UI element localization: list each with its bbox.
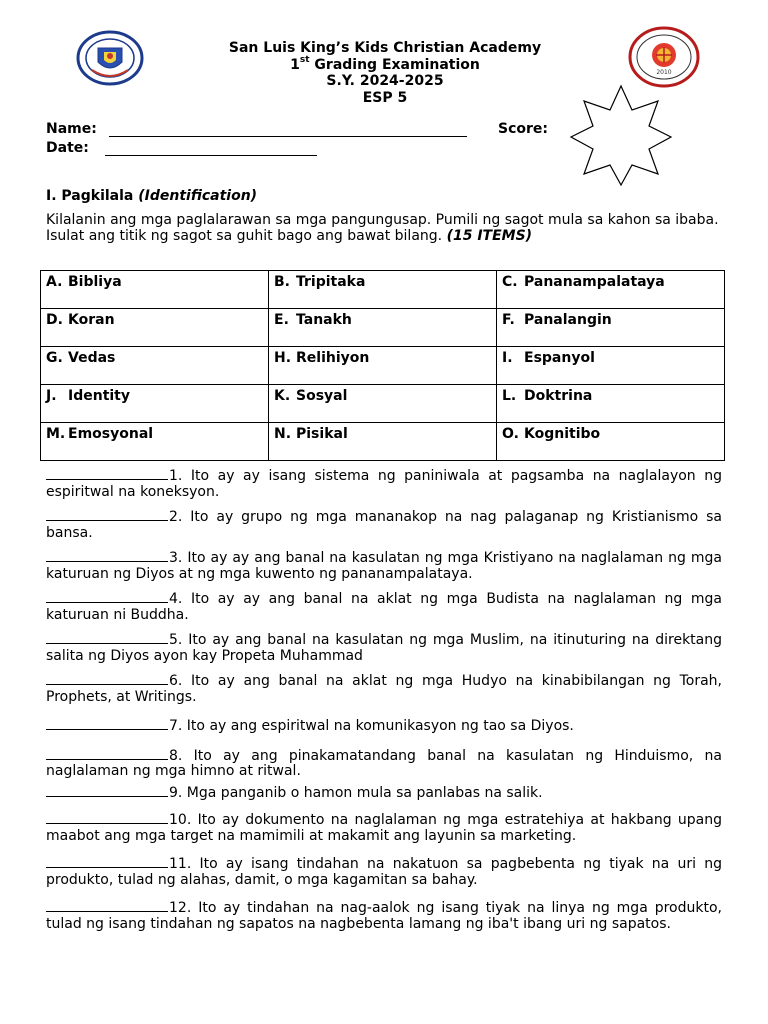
question-item: 10. Ito ay dokumento na naglalaman ng mga estratehiya at hakbang upang maabot ang mga target na mamimili at makamit ang layunin sa marketing. [46, 812, 722, 844]
choice-cell: A. Bibliya [41, 271, 269, 309]
exam-header [150, 40, 620, 106]
answer-blank[interactable] [46, 548, 168, 562]
choices-row [41, 271, 725, 309]
answer-blank[interactable] [46, 507, 168, 521]
exam-title: 1st Grading Examination [290, 54, 480, 73]
answer-blank[interactable] [46, 589, 168, 603]
choice-cell: C. Pananampalataya [497, 271, 725, 309]
choice-cell: E. Tanakh [269, 309, 497, 347]
choice-cell: D. Koran [41, 309, 269, 347]
question-item: 11. Ito ay isang tindahan na nakatuon sa pagbebenta ng tiyak na uri ng produkto, tulad ng alahas, damit, o mga kagamitan sa bahay. [46, 856, 722, 888]
question-item: 1. Ito ay ay isang sistema ng paniniwala at pagsamba na naglalayon ng espiritwal na koneksyon. [46, 468, 722, 500]
answer-blank[interactable] [46, 630, 168, 644]
choice-cell: N. Pisikal [269, 423, 497, 461]
choice-cell: B. Tripitaka [269, 271, 497, 309]
question-list [46, 466, 722, 932]
choices-row [41, 423, 725, 461]
question-item: 8. Ito ay ang pinakamatandang banal na kasulatan ng Hinduismo, na naglalaman ng mga himno at ritwal. [46, 747, 722, 779]
school-year: S.Y. 2024-2025 [326, 73, 444, 89]
question-item: 5. Ito ay ang banal na kasulatan ng mga Muslim, na itinuturing na direktang salita ng Diyos ayon kay Propeta Muhammad [46, 632, 722, 664]
date-row [46, 140, 317, 156]
choice-cell: H. Relihiyon [269, 347, 497, 385]
deped-seal-logo [76, 30, 144, 86]
question-item: 12. Ito ay tindahan na nag-aalok ng isang tiyak na linya ng mga produkto, tulad ng isang tindahan ng sapatos na nagbebenta lamang ng iba't ibang uri ng sapatos. [46, 900, 722, 932]
answer-blank[interactable] [46, 810, 168, 824]
choice-cell: J. Identity [41, 385, 269, 423]
answer-blank[interactable] [46, 466, 168, 480]
question-item: 9. Mga panganib o hamon mula sa panlabas na salik. [46, 783, 722, 802]
choices-row [41, 309, 725, 347]
choices-row [41, 385, 725, 423]
question-item: 7. Ito ay ang espiritwal na komunikasyon ng tao sa Diyos. [46, 716, 722, 735]
name-field[interactable] [109, 122, 467, 137]
choice-cell: G. Vedas [41, 347, 269, 385]
section-title: I. Pagkilala (Identification) [46, 188, 258, 204]
choice-cell: I. Espanyol [497, 347, 725, 385]
choices-row [41, 347, 725, 385]
school-name: San Luis King’s Kids Christian Academy [228, 40, 542, 56]
subject: ESP 5 [362, 89, 408, 106]
answer-blank[interactable] [46, 671, 168, 685]
score-label: Score: [498, 121, 548, 137]
answer-blank[interactable] [46, 783, 168, 797]
answer-blank[interactable] [46, 716, 168, 730]
answer-blank[interactable] [46, 898, 168, 912]
score-star-box[interactable] [568, 82, 674, 188]
date-label: Date: [46, 140, 89, 156]
question-item: 2. Ito ay grupo ng mga mananakop na nag palaganap ng Kristianismo sa bansa. [46, 509, 722, 541]
question-item: 4. Ito ay ay ang banal na aklat ng mga Budista na naglalaman ng mga katuruan ni Buddha. [46, 591, 722, 623]
name-row [46, 121, 467, 137]
name-label: Name: [46, 121, 97, 137]
choice-cell: O. Kognitibo [497, 423, 725, 461]
question-item: 6. Ito ay ang banal na aklat ng mga Hudyo na kinabibilangan ng Torah, Prophets, at Writings. [46, 673, 722, 705]
choices-table [40, 270, 725, 461]
choice-cell: F. Panalangin [497, 309, 725, 347]
choice-cell: K. Sosyal [269, 385, 497, 423]
question-item: 3. Ito ay ay ang banal na kasulatan ng mga Kristiyano na naglalaman ng mga katuruan ng Diyos at ng mga kuwento ng pananampalataya. [46, 550, 722, 582]
choice-cell: M. Emosyonal [41, 423, 269, 461]
choice-cell: L. Doktrina [497, 385, 725, 423]
date-field[interactable] [105, 141, 317, 156]
section-instructions: Kilalanin ang mga paglalarawan sa mga pangungusap. Pumili ng sagot mula sa kahon sa ibaba. Isulat ang titik ng sagot sa guhit bago ang bawat bilang. (15 ITEMS) [46, 212, 719, 244]
answer-blank[interactable] [46, 854, 168, 868]
school-seal-logo [627, 26, 701, 88]
school-seal-year: 2010 [656, 69, 672, 76]
answer-blank[interactable] [46, 746, 168, 760]
